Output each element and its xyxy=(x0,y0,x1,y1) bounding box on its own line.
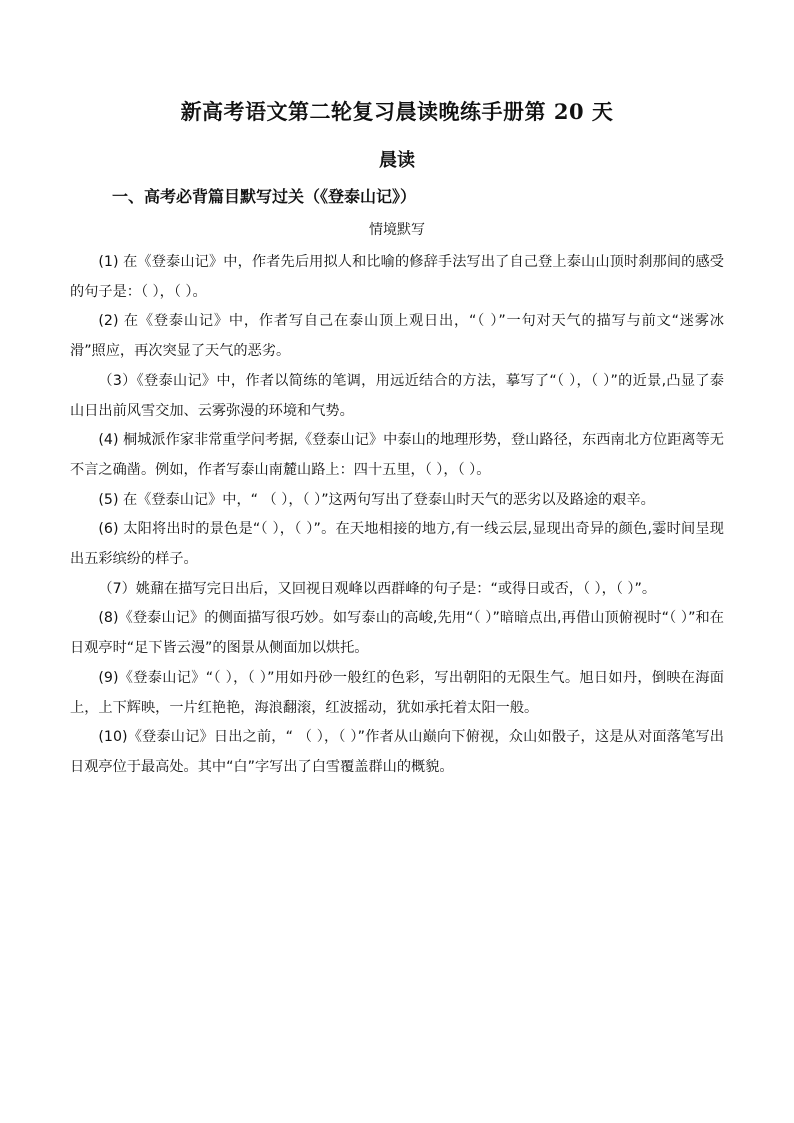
page-subtitle: 晨读 xyxy=(379,150,415,171)
question-item: (9)《登泰山记》“（ ），（ ）”用如丹砂一般红的色彩，写出朝阳的无限生气。旭日如丹，倒映在海面上，上下辉映，一片红艳艳，海浪翻滚，红波摇动，犹如承托着太阳一般。 xyxy=(70,669,724,716)
exercise-label: 情境默写 xyxy=(369,222,425,238)
question-item: (4) 桐城派作家非常重学问考据,《登泰山记》中泰山的地理形势，登山路径，东西南北方位距离等无不言之确凿。例如，作者写泰山南麓山路上：四十五里，（ ），（ ）。 xyxy=(70,432,724,478)
question-item: （3）《登泰山记》中，作者以简练的笔调，用远近结合的方法，摹写了“（ ），（ ）”的近景,凸显了泰山日出前风雪交加、云雾弥漫的环境和气势。 xyxy=(70,372,724,419)
section-heading: 一、高考必背篇目默写过关（《登泰山记》） xyxy=(112,187,417,206)
question-item: (8)《登泰山记》的侧面描写很巧妙。如写泰山的高峻,先用“（ ）”暗暗点出,再借山顶俯视时“（ ）”和在日观亭时“足下皆云漫”的图景从侧面加以烘托。 xyxy=(70,610,724,657)
question-item: （7）姚鼐在描写完日出后，又回视日观峰以西群峰的句子是：“或得日或否，（ ），（ ）”。 xyxy=(98,580,657,597)
question-item: (6) 太阳将出时的景色是“（ ），（ ）”。在天地相接的地方,有一线云层,显现出奇异的颜色,霎时间呈现出五彩缤纷的样子。 xyxy=(70,521,724,568)
question-item: (5) 在《登泰山记》中，“ （ ），（ ）”这两句写出了登泰山时天气的恶劣以及路途的艰辛。 xyxy=(98,491,655,508)
question-item: (10)《登泰山记》日出之前，“ （ ），（ ）”作者从山巅向下俯视，众山如骰子，这是从对面落笔写出日观亭位于最高处。其中“白”字写出了白雪覆盖群山的概貌。 xyxy=(70,729,724,775)
question-item: (2) 在《登泰山记》中，作者写自己在泰山顶上观日出，“（ ）”一句对天气的描写与前文“迷雾冰滑”照应，再次突显了天气的恶劣。 xyxy=(70,313,724,360)
question-item: (1) 在《登泰山记》中，作者先后用拟人和比喻的修辞手法写出了自己登上泰山山顶时刹那间的感受的句子是：（ ），（ ）。 xyxy=(70,254,724,300)
question-list xyxy=(70,248,724,783)
page-title: 新高考语文第二轮复习晨读晚练手册第 20 天 xyxy=(180,99,614,124)
